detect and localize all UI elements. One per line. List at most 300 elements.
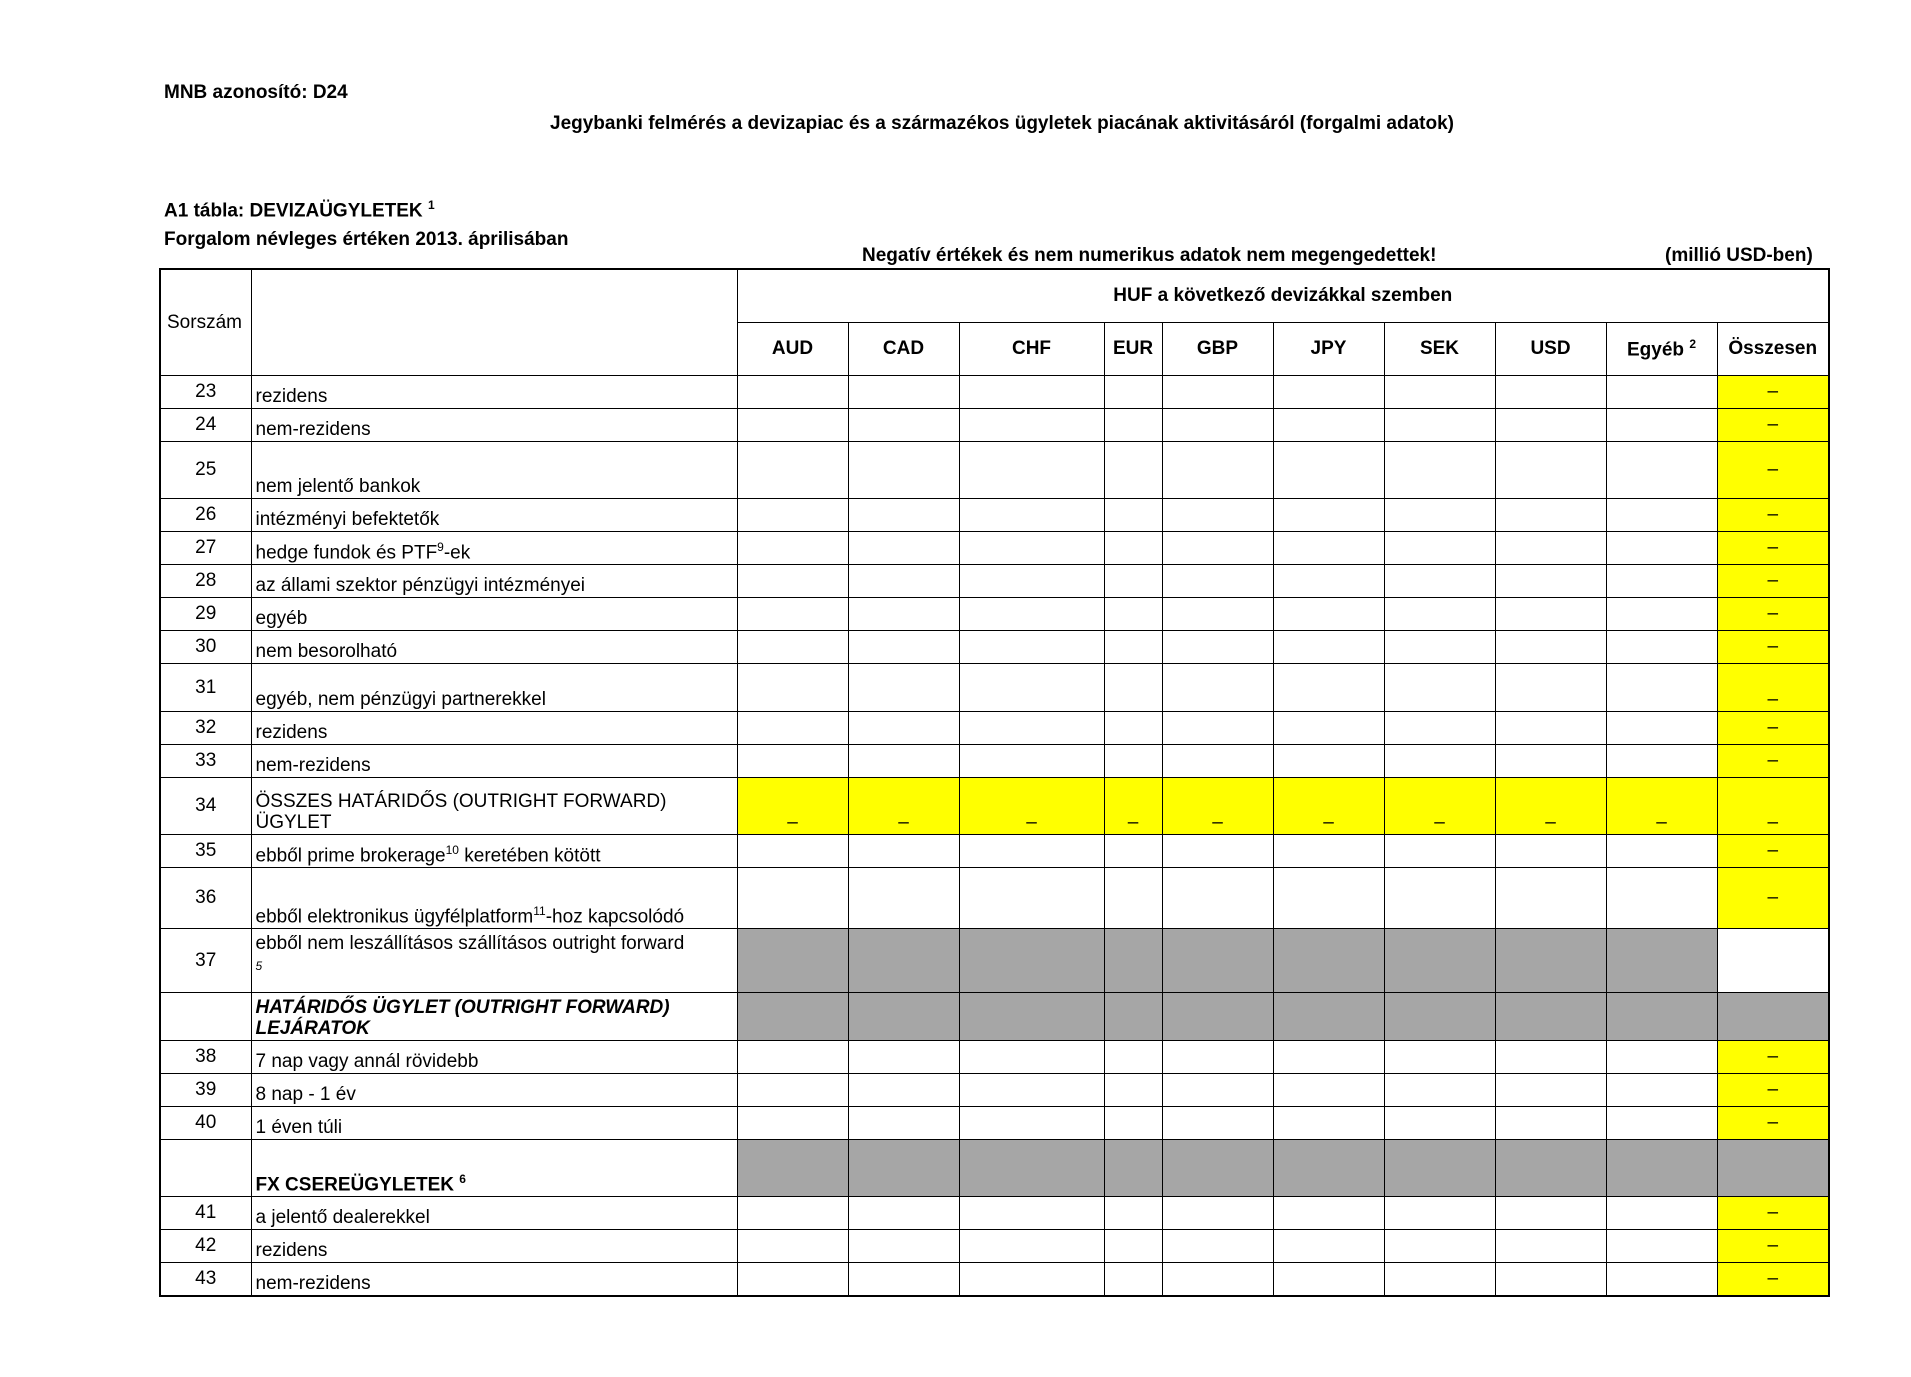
input-cell[interactable]: [848, 745, 959, 778]
input-cell[interactable]: [1104, 598, 1162, 631]
currency-group-header: HUF a következő devizákkal szemben: [737, 269, 1829, 323]
col-header-eur: EUR: [1104, 323, 1162, 376]
input-cell[interactable]: [1495, 712, 1606, 745]
input-cell[interactable]: [1273, 499, 1384, 532]
row-number: 26: [160, 499, 251, 532]
disabled-cell: [959, 1140, 1104, 1197]
input-cell[interactable]: [1495, 1230, 1606, 1263]
input-cell[interactable]: [1273, 1197, 1384, 1230]
sum-cell: –: [1162, 778, 1273, 835]
input-cell[interactable]: [959, 532, 1104, 565]
input-cell[interactable]: [737, 712, 848, 745]
input-cell[interactable]: [1273, 712, 1384, 745]
input-cell[interactable]: [848, 409, 959, 442]
input-cell[interactable]: [1273, 1041, 1384, 1074]
input-cell[interactable]: [1162, 565, 1273, 598]
input-cell[interactable]: [1162, 1107, 1273, 1140]
input-cell[interactable]: [1495, 835, 1606, 868]
row-number: 39: [160, 1074, 251, 1107]
disabled-cell: [1495, 929, 1606, 993]
row-label: [251, 532, 737, 565]
row-label-footnote: 11: [533, 903, 546, 918]
disabled-cell: [959, 929, 1104, 993]
input-cell[interactable]: [1384, 442, 1495, 499]
input-cell[interactable]: [1162, 712, 1273, 745]
input-cell[interactable]: [1384, 409, 1495, 442]
input-cell[interactable]: [1495, 376, 1606, 409]
input-cell[interactable]: [1162, 409, 1273, 442]
input-cell[interactable]: [848, 1197, 959, 1230]
table-row: [160, 868, 1829, 929]
input-cell[interactable]: [1104, 409, 1162, 442]
total-cell: –: [1717, 1074, 1829, 1107]
total-cell: –: [1717, 376, 1829, 409]
input-cell[interactable]: [1162, 1263, 1273, 1296]
input-cell[interactable]: [1606, 1230, 1717, 1263]
total-cell: –: [1717, 565, 1829, 598]
table-row: [160, 664, 1829, 712]
input-cell[interactable]: [737, 598, 848, 631]
input-cell[interactable]: [1162, 868, 1273, 929]
row-number: 34: [160, 778, 251, 835]
row-label-text: egyéb, nem pénzügyi partnerekkel: [255, 689, 546, 710]
input-cell[interactable]: [1104, 442, 1162, 499]
col-header-sek: SEK: [1384, 323, 1495, 376]
input-cell[interactable]: [1495, 1074, 1606, 1107]
row-number: 41: [160, 1197, 251, 1230]
row-label: [251, 598, 737, 631]
input-cell[interactable]: [1606, 712, 1717, 745]
unit-label: (millió USD-ben): [1665, 245, 1813, 266]
input-cell[interactable]: [848, 631, 959, 664]
disabled-cell: [848, 993, 959, 1041]
row-label: [251, 1263, 737, 1296]
input-cell[interactable]: [848, 1263, 959, 1296]
row-label-text: a jelentő dealerekkel: [255, 1207, 430, 1228]
row-number: 24: [160, 409, 251, 442]
input-cell[interactable]: [848, 499, 959, 532]
input-cell[interactable]: [1273, 1263, 1384, 1296]
input-cell[interactable]: [1104, 565, 1162, 598]
input-cell[interactable]: [737, 835, 848, 868]
input-cell[interactable]: [1606, 835, 1717, 868]
input-cell[interactable]: [1384, 499, 1495, 532]
input-cell[interactable]: [848, 868, 959, 929]
input-cell[interactable]: [1273, 565, 1384, 598]
input-cell[interactable]: [1273, 442, 1384, 499]
input-cell[interactable]: [848, 442, 959, 499]
input-cell[interactable]: [1273, 598, 1384, 631]
row-number: 36: [160, 868, 251, 929]
validation-warning: Negatív értékek és nem numerikus adatok nem megengedettek!: [862, 245, 1437, 266]
input-cell[interactable]: [959, 712, 1104, 745]
input-cell[interactable]: [959, 1041, 1104, 1074]
input-cell[interactable]: [1606, 664, 1717, 712]
input-cell[interactable]: [1495, 745, 1606, 778]
input-cell[interactable]: [1162, 532, 1273, 565]
row-label: [251, 1041, 737, 1074]
input-cell[interactable]: [1273, 1107, 1384, 1140]
row-label-footnote: 6: [459, 1171, 466, 1186]
input-cell[interactable]: [1162, 442, 1273, 499]
input-cell[interactable]: [1606, 565, 1717, 598]
table-row: [160, 993, 1829, 1041]
input-cell[interactable]: [1273, 1230, 1384, 1263]
row-number: 38: [160, 1041, 251, 1074]
row-label-text: hedge fundok és PTF: [255, 542, 438, 563]
disabled-cell: [959, 993, 1104, 1041]
input-cell[interactable]: [1384, 376, 1495, 409]
disabled-cell: [737, 1140, 848, 1197]
input-cell[interactable]: [737, 376, 848, 409]
input-cell[interactable]: [848, 1107, 959, 1140]
row-label-text: 8 nap - 1 év: [255, 1084, 356, 1105]
disabled-cell: [1104, 929, 1162, 993]
col-header-jpy: JPY: [1273, 323, 1384, 376]
input-cell[interactable]: [848, 664, 959, 712]
row-number: 32: [160, 712, 251, 745]
input-cell[interactable]: [1162, 1197, 1273, 1230]
input-cell[interactable]: [1384, 1107, 1495, 1140]
input-cell[interactable]: [1162, 1230, 1273, 1263]
total-cell: –: [1717, 1041, 1829, 1074]
input-cell[interactable]: [1606, 442, 1717, 499]
row-label-text: ebből nem leszállításos szállításos outright forward: [255, 933, 685, 954]
input-cell[interactable]: [1384, 868, 1495, 929]
table-row: [160, 1074, 1829, 1107]
input-cell[interactable]: [1495, 1107, 1606, 1140]
total-cell: –: [1717, 835, 1829, 868]
input-cell[interactable]: [1384, 565, 1495, 598]
input-cell[interactable]: [1606, 532, 1717, 565]
table-row: [160, 1140, 1829, 1197]
input-cell[interactable]: [737, 442, 848, 499]
disabled-cell: [1273, 929, 1384, 993]
input-cell[interactable]: [1606, 1197, 1717, 1230]
input-cell[interactable]: [1104, 1107, 1162, 1140]
row-label-suffix: -hoz kapcsolódó: [545, 906, 685, 927]
table-row: [160, 598, 1829, 631]
row-label-text: nem-rezidens: [255, 755, 371, 776]
input-cell[interactable]: [1162, 631, 1273, 664]
row-number: [160, 993, 251, 1041]
sum-cell: –: [1606, 778, 1717, 835]
disabled-cell: [1273, 1140, 1384, 1197]
input-cell[interactable]: [1606, 598, 1717, 631]
input-cell[interactable]: [959, 565, 1104, 598]
table-row: [160, 409, 1829, 442]
input-cell[interactable]: [1384, 1197, 1495, 1230]
input-cell[interactable]: [1606, 1041, 1717, 1074]
disabled-cell: [737, 929, 848, 993]
total-cell: –: [1717, 778, 1829, 835]
input-cell[interactable]: [737, 1230, 848, 1263]
input-cell[interactable]: [1384, 712, 1495, 745]
input-cell[interactable]: [959, 409, 1104, 442]
input-cell[interactable]: [959, 1074, 1104, 1107]
input-cell[interactable]: [1384, 1074, 1495, 1107]
input-cell[interactable]: [1104, 712, 1162, 745]
row-label-text: 7 nap vagy annál rövidebb: [255, 1051, 479, 1072]
row-label: [251, 565, 737, 598]
input-cell[interactable]: [848, 376, 959, 409]
input-cell[interactable]: [1104, 1230, 1162, 1263]
row-number: [160, 1140, 251, 1197]
input-cell[interactable]: [1606, 1074, 1717, 1107]
input-cell[interactable]: [1384, 532, 1495, 565]
input-cell[interactable]: [1495, 868, 1606, 929]
input-cell[interactable]: [1273, 868, 1384, 929]
input-cell[interactable]: [1495, 1263, 1606, 1296]
input-cell[interactable]: [1495, 442, 1606, 499]
input-cell[interactable]: [1104, 1041, 1162, 1074]
input-cell[interactable]: [1104, 631, 1162, 664]
row-label: [251, 778, 737, 835]
input-cell[interactable]: [1606, 1107, 1717, 1140]
row-label: [251, 745, 737, 778]
input-cell[interactable]: [1717, 929, 1829, 993]
col-header-other-footnote: 2: [1689, 336, 1696, 351]
total-cell: –: [1717, 868, 1829, 929]
input-cell[interactable]: [848, 565, 959, 598]
input-cell[interactable]: [848, 532, 959, 565]
sum-cell: –: [1495, 778, 1606, 835]
input-cell[interactable]: [1162, 376, 1273, 409]
total-cell: –: [1717, 409, 1829, 442]
input-cell[interactable]: [959, 1197, 1104, 1230]
row-label: [251, 1140, 737, 1197]
input-cell[interactable]: [1495, 409, 1606, 442]
input-cell[interactable]: [848, 1041, 959, 1074]
input-cell[interactable]: [959, 499, 1104, 532]
disabled-cell: [1162, 929, 1273, 993]
input-cell[interactable]: [848, 1230, 959, 1263]
input-cell[interactable]: [959, 1230, 1104, 1263]
row-label: [251, 409, 737, 442]
row-label: [251, 993, 737, 1041]
input-cell[interactable]: [1606, 499, 1717, 532]
input-cell[interactable]: [959, 376, 1104, 409]
row-label: [251, 868, 737, 929]
input-cell[interactable]: [1162, 1074, 1273, 1107]
input-cell[interactable]: [737, 664, 848, 712]
input-cell[interactable]: [1384, 745, 1495, 778]
input-cell[interactable]: [1495, 499, 1606, 532]
row-number: 25: [160, 442, 251, 499]
row-number: 40: [160, 1107, 251, 1140]
input-cell[interactable]: [737, 868, 848, 929]
row-number: 37: [160, 929, 251, 993]
input-cell[interactable]: [959, 664, 1104, 712]
disabled-cell: [1384, 993, 1495, 1041]
input-cell[interactable]: [737, 409, 848, 442]
row-label-text: rezidens: [255, 1240, 328, 1261]
input-cell[interactable]: [1162, 745, 1273, 778]
col-header-chf: CHF: [959, 323, 1104, 376]
input-cell[interactable]: [737, 1263, 848, 1296]
input-cell[interactable]: [1104, 376, 1162, 409]
disabled-cell: [848, 1140, 959, 1197]
row-label: [251, 664, 737, 712]
input-cell[interactable]: [1384, 598, 1495, 631]
input-cell[interactable]: [1384, 664, 1495, 712]
input-cell[interactable]: [737, 1107, 848, 1140]
fx-turnover-table: [159, 268, 1830, 1297]
input-cell[interactable]: [1104, 499, 1162, 532]
input-cell[interactable]: [959, 1263, 1104, 1296]
row-number: 29: [160, 598, 251, 631]
total-cell: –: [1717, 598, 1829, 631]
table-row: [160, 778, 1829, 835]
input-cell[interactable]: [737, 499, 848, 532]
disabled-cell: [1162, 993, 1273, 1041]
disabled-cell: [1717, 993, 1829, 1041]
input-cell[interactable]: [1162, 499, 1273, 532]
input-cell[interactable]: [1495, 664, 1606, 712]
total-cell: –: [1717, 712, 1829, 745]
table-subtitle: Forgalom névleges értéken 2013. áprilisában: [164, 229, 569, 250]
col-header-cad: CAD: [848, 323, 959, 376]
row-label-text: FX CSEREÜGYLETEK: [255, 1174, 454, 1195]
document-title: Jegybanki felmérés a devizapiac és a származékos ügyletek piacának aktivitásáról (forgalmi adatok): [550, 113, 1454, 134]
number-column-header: Sorszám: [160, 269, 251, 376]
total-cell: –: [1717, 1263, 1829, 1296]
input-cell[interactable]: [1104, 664, 1162, 712]
input-cell[interactable]: [959, 868, 1104, 929]
input-cell[interactable]: [959, 835, 1104, 868]
total-cell: –: [1717, 442, 1829, 499]
input-cell[interactable]: [1273, 1074, 1384, 1107]
input-cell[interactable]: [1162, 1041, 1273, 1074]
input-cell[interactable]: [1495, 1041, 1606, 1074]
input-cell[interactable]: [1495, 565, 1606, 598]
input-cell[interactable]: [848, 598, 959, 631]
disabled-cell: [1104, 993, 1162, 1041]
input-cell[interactable]: [737, 532, 848, 565]
input-cell[interactable]: [1273, 631, 1384, 664]
input-cell[interactable]: [1606, 745, 1717, 778]
table-title: [164, 198, 435, 222]
total-cell: –: [1717, 499, 1829, 532]
input-cell[interactable]: [737, 565, 848, 598]
table-row: [160, 376, 1829, 409]
disabled-cell: [848, 929, 959, 993]
input-cell[interactable]: [1162, 664, 1273, 712]
input-cell[interactable]: [1273, 835, 1384, 868]
table-row: [160, 1230, 1829, 1263]
input-cell[interactable]: [959, 598, 1104, 631]
input-cell[interactable]: [1104, 868, 1162, 929]
disabled-cell: [1273, 993, 1384, 1041]
input-cell[interactable]: [737, 1041, 848, 1074]
row-label-text: ÖSSZES HATÁRIDŐS (OUTRIGHT FORWARD) ÜGYLET: [255, 791, 667, 833]
table-row: [160, 631, 1829, 664]
input-cell[interactable]: [1384, 1263, 1495, 1296]
row-number: 27: [160, 532, 251, 565]
table-title-text: A1 tábla: DEVIZAÜGYLETEK: [164, 200, 423, 222]
disabled-cell: [1384, 1140, 1495, 1197]
input-cell[interactable]: [1104, 1263, 1162, 1296]
row-label: [251, 929, 737, 993]
row-label-text: nem-rezidens: [255, 419, 371, 440]
table-row: [160, 1107, 1829, 1140]
row-number: 28: [160, 565, 251, 598]
row-label-text: nem-rezidens: [255, 1272, 371, 1294]
input-cell[interactable]: [737, 745, 848, 778]
input-cell[interactable]: [1384, 1230, 1495, 1263]
total-cell: –: [1717, 1230, 1829, 1263]
sum-cell: –: [737, 778, 848, 835]
row-label: [251, 631, 737, 664]
input-cell[interactable]: [1606, 631, 1717, 664]
disabled-cell: [1162, 1140, 1273, 1197]
table-row: [160, 1197, 1829, 1230]
input-cell[interactable]: [959, 1107, 1104, 1140]
input-cell[interactable]: [1495, 598, 1606, 631]
input-cell[interactable]: [737, 631, 848, 664]
col-header-gbp: GBP: [1162, 323, 1273, 376]
input-cell[interactable]: [737, 1197, 848, 1230]
input-cell[interactable]: [737, 1074, 848, 1107]
input-cell[interactable]: [848, 712, 959, 745]
input-cell[interactable]: [1273, 664, 1384, 712]
input-cell[interactable]: [1273, 409, 1384, 442]
disabled-cell: [1717, 1140, 1829, 1197]
table-title-footnote: 1: [427, 198, 435, 212]
input-cell[interactable]: [1104, 745, 1162, 778]
input-cell[interactable]: [848, 1074, 959, 1107]
input-cell[interactable]: [1495, 1197, 1606, 1230]
row-label-suffix: -ek: [443, 542, 471, 563]
input-cell[interactable]: [1606, 409, 1717, 442]
table-row: [160, 499, 1829, 532]
input-cell[interactable]: [1273, 376, 1384, 409]
input-cell[interactable]: [1495, 532, 1606, 565]
row-number: 43: [160, 1263, 251, 1296]
input-cell[interactable]: [1104, 1074, 1162, 1107]
row-label: [251, 376, 737, 409]
input-cell[interactable]: [1606, 868, 1717, 929]
input-cell[interactable]: [848, 835, 959, 868]
table-row: [160, 712, 1829, 745]
input-cell[interactable]: [1104, 835, 1162, 868]
disabled-cell: [1606, 993, 1717, 1041]
input-cell[interactable]: [959, 631, 1104, 664]
col-header-total: Összesen: [1717, 323, 1829, 376]
input-cell[interactable]: [1104, 1197, 1162, 1230]
row-label-footnote: 5: [255, 959, 263, 973]
input-cell[interactable]: [1273, 745, 1384, 778]
input-cell[interactable]: [1384, 631, 1495, 664]
table-row: [160, 1263, 1829, 1296]
input-cell[interactable]: [1495, 631, 1606, 664]
table-row: [160, 532, 1829, 565]
input-cell[interactable]: [1273, 532, 1384, 565]
row-label-text: intézményi befektetők: [255, 509, 440, 530]
input-cell[interactable]: [1384, 835, 1495, 868]
input-cell[interactable]: [1104, 532, 1162, 565]
input-cell[interactable]: [959, 442, 1104, 499]
row-number: 42: [160, 1230, 251, 1263]
input-cell[interactable]: [1606, 376, 1717, 409]
total-cell: –: [1717, 664, 1829, 712]
input-cell[interactable]: [1606, 1263, 1717, 1296]
input-cell[interactable]: [1162, 598, 1273, 631]
input-cell[interactable]: [1384, 1041, 1495, 1074]
input-cell[interactable]: [959, 745, 1104, 778]
col-header-aud: AUD: [737, 323, 848, 376]
input-cell[interactable]: [1162, 835, 1273, 868]
